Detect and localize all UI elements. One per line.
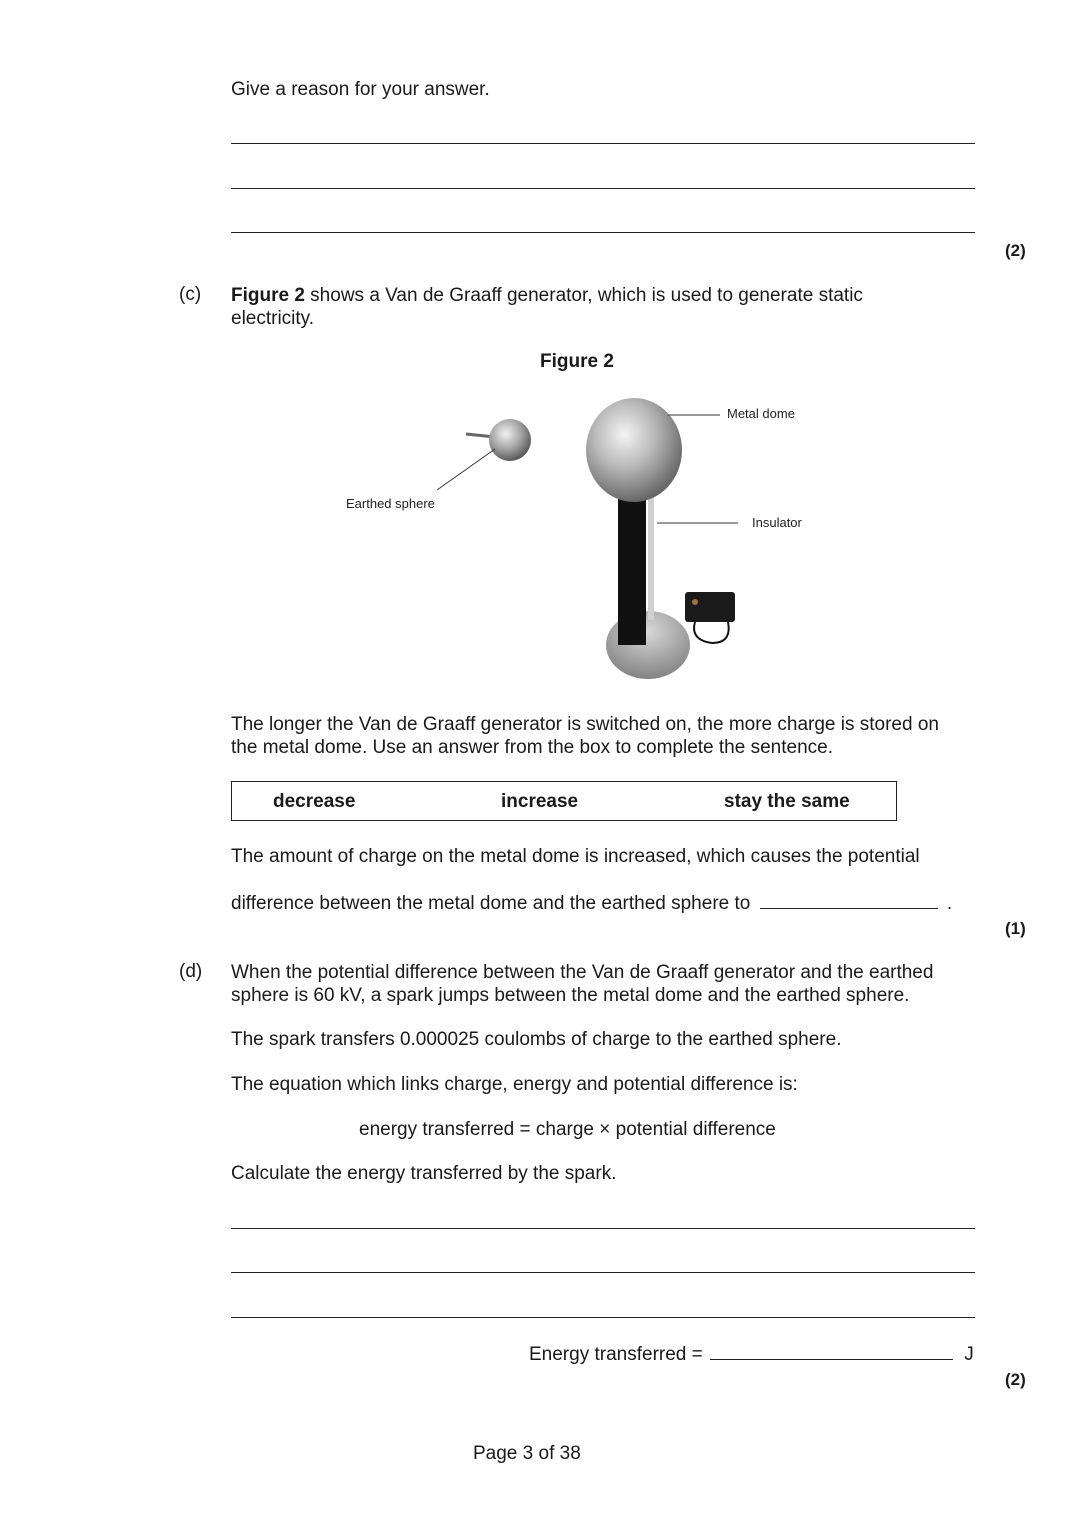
van-de-graaff-figure: [330, 385, 830, 695]
figure-ref: Figure 2: [231, 285, 305, 306]
option-stay-the-same[interactable]: stay the same: [724, 791, 850, 812]
sentence-end: .: [946, 893, 953, 914]
part-d-line: When the potential difference between the Van de Graaff generator and the earthed: [231, 962, 934, 983]
intro-text-line2: electricity.: [231, 308, 315, 329]
leader-line-sphere: [437, 449, 495, 490]
metal-dome: [586, 398, 682, 502]
label-insulator: Insulator: [752, 515, 802, 530]
label-earthed-sphere: Earthed sphere: [346, 496, 435, 511]
part-c-paragraph: [231, 713, 1011, 759]
insulator-column: [618, 480, 646, 645]
part-d-line: sphere is 60 kV, a spark jumps between the metal dome and the earthed sphere.: [231, 985, 910, 1006]
working-line[interactable]: [231, 1272, 975, 1273]
answer-options-box: [231, 781, 897, 821]
paragraph-line: the metal dome. Use an answer from the box to complete the sentence.: [231, 737, 833, 758]
working-line[interactable]: [231, 1317, 975, 1318]
marks-b: (2): [1005, 241, 1026, 260]
sentence-line2: [231, 890, 952, 915]
option-decrease[interactable]: decrease: [273, 791, 356, 812]
paragraph-line: The longer the Van de Graaff generator is switched on, the more charge is stored on: [231, 714, 939, 735]
answer-label: Energy transferred =: [529, 1344, 703, 1365]
answer-unit: J: [964, 1344, 974, 1365]
answer-line[interactable]: [231, 188, 975, 189]
support-rod: [648, 490, 654, 620]
sentence-blank[interactable]: [760, 890, 938, 909]
answer-line[interactable]: [231, 232, 975, 233]
intro-text: shows a Van de Graaff generator, which is used to generate static: [304, 285, 863, 306]
working-line[interactable]: [231, 1228, 975, 1229]
sentence-line1: The amount of charge on the metal dome is increased, which causes the potential: [231, 846, 920, 867]
answer-row: [529, 1341, 974, 1366]
sentence-text: difference between the metal dome and the earthed sphere to: [231, 893, 751, 914]
answer-line[interactable]: [231, 143, 975, 144]
motor-box: [685, 592, 735, 622]
earthed-sphere: [489, 419, 531, 461]
part-d-instruction: Calculate the energy transferred by the spark.: [231, 1163, 617, 1184]
page-number: Page 3 of 38: [473, 1443, 581, 1464]
marks-c: (1): [1005, 919, 1026, 938]
part-c-intro: [231, 284, 991, 330]
option-increase[interactable]: increase: [501, 791, 579, 812]
figure-title: Figure 2: [540, 351, 614, 372]
marks-d: (2): [1005, 1370, 1026, 1389]
answer-blank[interactable]: [710, 1341, 953, 1360]
part-d-charge: The spark transfers 0.000025 coulombs of charge to the earthed sphere.: [231, 1029, 842, 1050]
part-d-intro: [231, 961, 1011, 1007]
question-label-d: (d): [179, 961, 203, 982]
question-label-c: (c): [179, 284, 202, 305]
reason-prompt: Give a reason for your answer.: [231, 79, 490, 100]
label-metal-dome: Metal dome: [727, 406, 795, 421]
part-d-equation-intro: The equation which links charge, energy and potential difference is:: [231, 1074, 798, 1095]
equation: energy transferred = charge × potential difference: [359, 1119, 776, 1140]
